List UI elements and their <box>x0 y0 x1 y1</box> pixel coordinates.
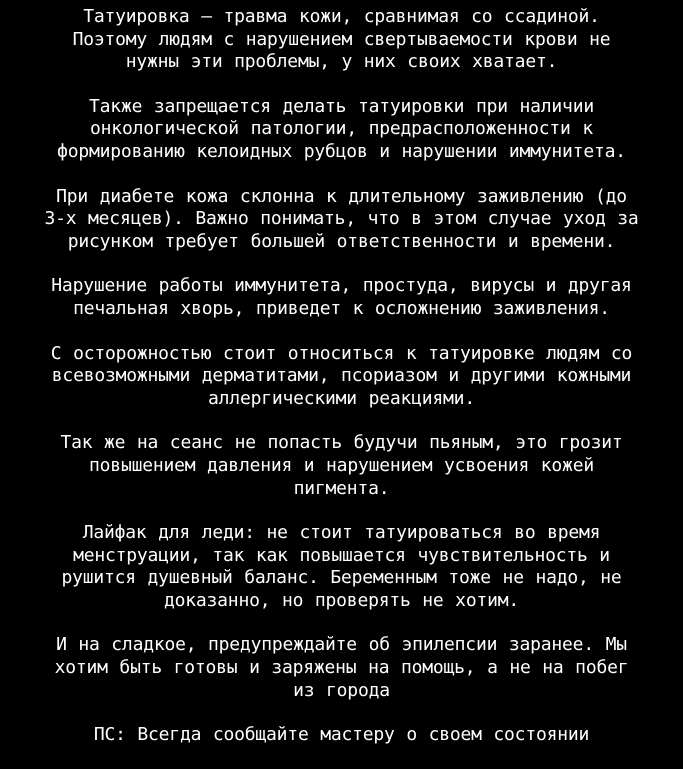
text-line: При диабете кожа склонна к длительному заживлению (до <box>56 185 627 207</box>
paragraph-epilepsy <box>0 634 683 702</box>
text-line: онкологической патологии, предрасположенности к <box>90 118 593 140</box>
paragraph-dermatitis <box>0 343 683 411</box>
paragraph-immunity <box>0 275 683 320</box>
text-line: печальная хворь, приведет к осложнению заживления. <box>73 297 610 319</box>
text-line: рушится душевный баланс. Беременным тоже не надо, не <box>61 567 622 589</box>
text-line: Лайфак для леди: не стоит татуироваться во время <box>82 522 601 544</box>
text-line: ПС: Всегда сообщайте мастеру о своем состоянии <box>93 724 590 746</box>
text-line: Также запрещается делать татуировки при наличии <box>89 95 594 117</box>
text-line: менструации, так как повышается чувствительность и <box>73 544 610 566</box>
text-line: рисунком требует большей ответственности и времени. <box>67 230 616 252</box>
paragraph-ladies-lifehack <box>0 522 683 612</box>
text-line: 3-х месяцев). Важно понимать, что в этом случае уход за <box>44 208 639 230</box>
text-line: Татуировка — травма кожи, сравнимая со ссадиной. <box>83 6 600 27</box>
text-line: пигмента. <box>293 477 390 499</box>
paragraph-diabetes <box>0 186 683 254</box>
paragraph-blood-clotting <box>0 6 683 74</box>
text-line: аллергическими реакциями. <box>208 387 475 409</box>
text-line: хотим быть готовы и заряжены на помощь, а не на побег <box>54 657 629 679</box>
paragraph-alcohol <box>0 432 683 500</box>
document-body <box>0 6 683 769</box>
text-line: из города <box>293 679 390 701</box>
text-line: доказанно, но проверять не хотим. <box>163 589 520 611</box>
text-line: И на сладкое, предупреждайте об эпилепсии заранее. Мы <box>56 634 627 656</box>
text-line: повышением давления и нарушением усвоения кожей <box>89 454 594 476</box>
paragraph-postscript <box>0 724 683 747</box>
text-line: Так же на сеанс не попасть будучи пьяным, это грозит <box>60 432 623 454</box>
paragraph-oncology <box>0 96 683 164</box>
text-line: Поэтому людям с нарушением свертываемости крови не <box>72 28 611 50</box>
text-line: всевозможными дерматитами, псориазом и другими кожными <box>51 365 632 387</box>
text-line: С осторожностью стоит относиться к татуировке людям со <box>50 342 633 364</box>
text-line: формированию келоидных рубцов и нарушении иммунитета. <box>57 140 626 162</box>
text-line: нужны эти проблемы, у них своих хватает. <box>125 51 558 73</box>
text-line: Нарушение работы иммунитета, простуда, вирусы и другая <box>51 275 632 297</box>
